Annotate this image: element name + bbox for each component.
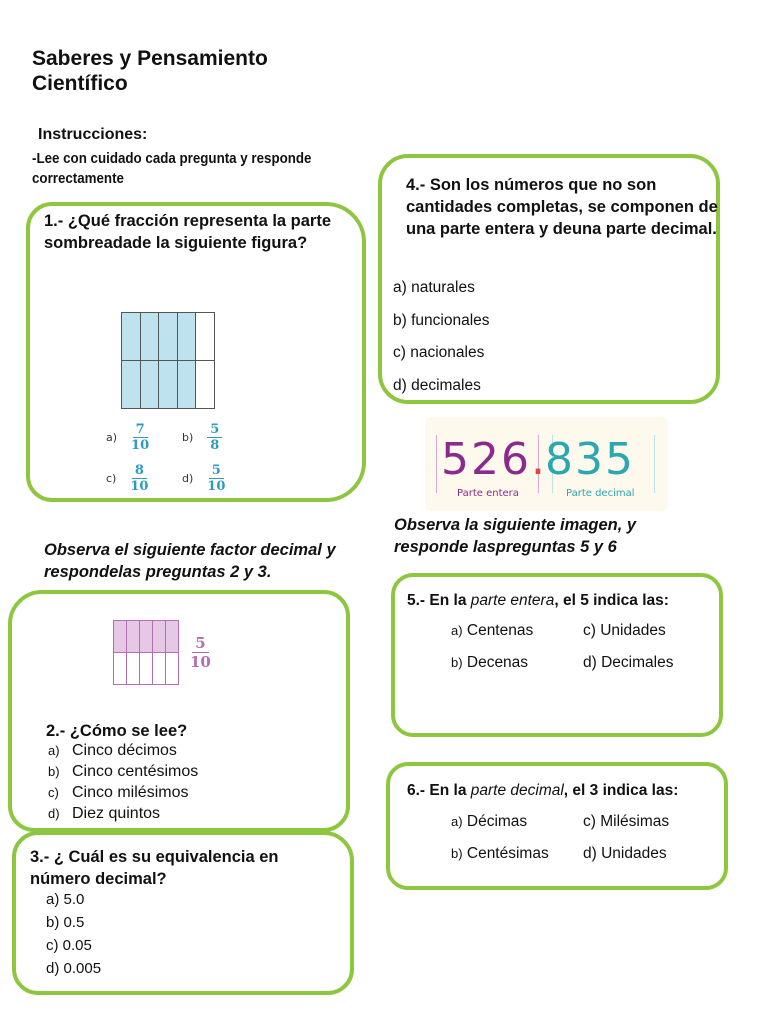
- q3-option-a[interactable]: [46, 888, 101, 911]
- question-3-text: 3.- ¿ Cuál es su equivalencia en número decimal?: [30, 848, 279, 888]
- shaded-cell: [177, 360, 197, 409]
- decimal-part-label: Parte decimal: [566, 488, 635, 499]
- decimal-point: .: [530, 434, 545, 485]
- instructions-text: -Lee con cuidado cada pregunta y responde correctamente: [32, 151, 312, 187]
- q5-prefix: 5.- En la: [407, 592, 471, 609]
- shaded-cell: [158, 312, 178, 361]
- q1-option-letter: c): [106, 472, 117, 485]
- option-letter: d): [48, 806, 60, 821]
- option-letter: a): [451, 814, 463, 829]
- q5-suffix: , el 5 indica las:: [554, 592, 669, 609]
- q3-option-c[interactable]: [46, 934, 101, 957]
- q2-fraction: [190, 634, 211, 671]
- option-text: Diez quintos: [72, 805, 161, 822]
- unshaded-cell: [152, 652, 166, 685]
- option-letter: c): [46, 937, 59, 954]
- integer-divider: [436, 435, 437, 493]
- numerator: 7: [133, 422, 148, 438]
- q5-option-a[interactable]: [451, 622, 533, 640]
- fraction: [207, 463, 225, 494]
- option-text: Décimas: [466, 813, 528, 830]
- q2-fraction-figure: [113, 620, 178, 684]
- shaded-cell: [140, 360, 160, 409]
- q3-option-b[interactable]: [46, 911, 101, 934]
- option-letter: a): [48, 743, 60, 758]
- option-text: d) Unidades: [583, 845, 667, 862]
- fraction: [207, 422, 222, 453]
- option-letter: b): [46, 914, 60, 931]
- numerator: 5: [207, 422, 222, 438]
- option-letter: a): [451, 623, 463, 638]
- shaded-cell: [165, 620, 179, 653]
- q1-option-b[interactable]: [182, 422, 222, 453]
- shaded-cell: [139, 620, 153, 653]
- shaded-cell: [121, 360, 141, 409]
- decimal-part: 835: [544, 434, 635, 485]
- option-letter: b): [48, 764, 60, 779]
- q5-italic: parte entera: [470, 592, 555, 609]
- integer-part: 526: [441, 434, 531, 485]
- fraction: [131, 422, 149, 453]
- denominator: 10: [131, 438, 150, 453]
- unshaded-cell: [195, 312, 215, 361]
- option-text: Cinco centésimos: [72, 763, 199, 780]
- q4-option-a[interactable]: a) naturales: [393, 279, 475, 296]
- q1-option-letter: b): [182, 431, 194, 444]
- q6-suffix: , el 3 indica las:: [563, 782, 679, 799]
- denominator: 10: [190, 653, 211, 671]
- q1-fraction-figure: [121, 312, 214, 408]
- question-1-text: 1.- ¿Qué fracción representa la parte sombreadade la siguiente figura?: [44, 212, 332, 252]
- page-title: Saberes y Pensamiento Científico: [32, 47, 268, 95]
- shaded-cell: [113, 620, 127, 653]
- shaded-cell: [121, 312, 141, 361]
- q3-option-d[interactable]: [46, 957, 101, 980]
- q1-option-a[interactable]: [106, 422, 149, 453]
- option-text: 5.0: [63, 891, 85, 908]
- q3-options: [46, 888, 101, 980]
- integer-part-label: Parte entera: [457, 488, 519, 499]
- option-letter: b): [451, 846, 463, 861]
- option-text: Cinco décimos: [72, 742, 177, 759]
- shaded-cell: [126, 620, 140, 653]
- option-letter: a): [46, 891, 60, 908]
- q5-option-d[interactable]: [583, 654, 673, 672]
- observe-factor-text: Observa el siguiente factor decimal y respondelas preguntas 2 y 3.: [44, 541, 336, 581]
- option-letter: b): [451, 655, 463, 670]
- option-text: Centésimas: [466, 845, 549, 862]
- fraction: [190, 634, 211, 671]
- numerator: 8: [132, 463, 147, 479]
- numerator: 5: [209, 463, 224, 479]
- option-text: 0.05: [62, 937, 92, 954]
- q2-option-a[interactable]: [48, 742, 198, 763]
- option-letter: d): [46, 960, 60, 977]
- q6-option-d[interactable]: [583, 845, 667, 863]
- q2-option-c[interactable]: [48, 784, 198, 805]
- denominator: 10: [130, 479, 149, 494]
- unshaded-cell: [113, 652, 127, 685]
- q5-option-b[interactable]: [451, 654, 528, 672]
- q1-option-letter: a): [106, 431, 118, 444]
- question-5-text: [407, 590, 669, 612]
- shaded-cell: [158, 360, 178, 409]
- denominator: 8: [210, 438, 220, 453]
- unshaded-cell: [195, 360, 215, 409]
- option-text: Decenas: [466, 654, 529, 671]
- option-letter: c): [48, 785, 59, 800]
- q2-option-d[interactable]: [48, 805, 198, 826]
- option-text: d) Decimales: [583, 654, 674, 671]
- unshaded-cell: [139, 652, 153, 685]
- q6-prefix: 6.- En la: [407, 782, 471, 799]
- unshaded-cell: [165, 652, 179, 685]
- option-text: Cinco milésimos: [72, 784, 189, 801]
- option-text: c) Milésimas: [583, 813, 670, 830]
- shaded-cell: [152, 620, 166, 653]
- fraction: [130, 463, 148, 494]
- q4-options: [393, 272, 490, 402]
- numerator: 5: [192, 634, 208, 653]
- q4-option-d[interactable]: d) decimales: [393, 376, 481, 394]
- q1-option-c[interactable]: [106, 463, 148, 494]
- q2-options: [48, 742, 198, 826]
- decimal-divider: [654, 435, 655, 493]
- q6-italic: parte decimal: [470, 782, 564, 799]
- question-4-text: 4.- Son los números que no son cantidades completas, se componen de una parte entera y deuna parte decimal.: [406, 176, 718, 238]
- q1-option-d[interactable]: [182, 463, 225, 494]
- observe-image-text: Observa la siguiente imagen, y responde laspreguntas 5 y 6: [394, 516, 637, 556]
- option-text: 0.5: [63, 914, 85, 931]
- question-2-text: 2.- ¿Cómo se lee?: [46, 722, 188, 740]
- denominator: 10: [207, 479, 226, 494]
- option-text: c) Unidades: [583, 622, 666, 639]
- unshaded-cell: [126, 652, 140, 685]
- decimal-number: [441, 435, 635, 495]
- q4-option-c[interactable]: c) nacionales: [393, 344, 485, 361]
- shaded-cell: [177, 312, 197, 361]
- option-text: Centenas: [466, 622, 534, 639]
- q4-option-b[interactable]: b) funcionales: [393, 311, 490, 329]
- q1-option-letter: d): [182, 472, 194, 485]
- q6-option-c[interactable]: [583, 813, 669, 831]
- q2-option-b[interactable]: [48, 763, 198, 784]
- q6-option-b[interactable]: [451, 845, 549, 863]
- decimal-number-image: [425, 417, 668, 511]
- option-text: 0.005: [63, 960, 102, 977]
- q6-option-a[interactable]: [451, 813, 527, 831]
- q5-option-c[interactable]: [583, 622, 666, 640]
- instructions-heading: Instrucciones:: [38, 126, 148, 143]
- question-6-text: [407, 780, 678, 802]
- shaded-cell: [140, 312, 160, 361]
